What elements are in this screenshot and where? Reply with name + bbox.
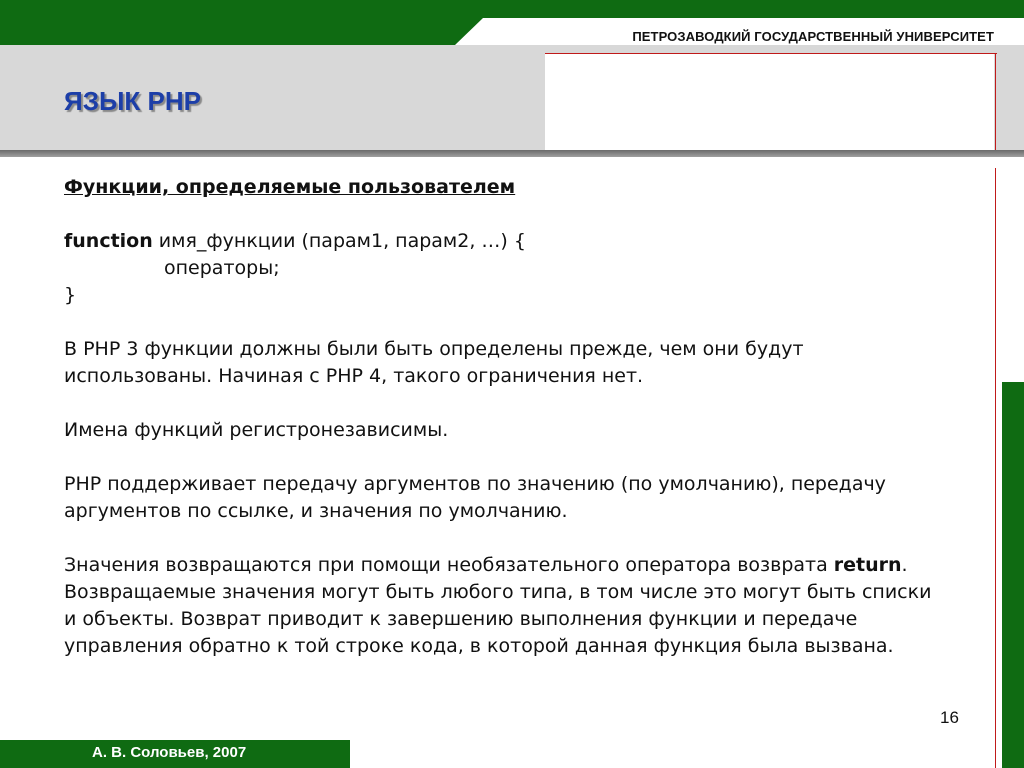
function-keyword: function — [64, 230, 153, 252]
university-name: ПЕТРОЗАВОДКИЙ ГОСУДАРСТВЕННЫЙ УНИВЕРСИТЕТ — [632, 29, 994, 44]
header-red-line — [545, 53, 997, 54]
return-text-after: . Возвращаемые значения могут быть любого типа, в том числе это могут быть списки и объекты. Возврат приводит к завершению выполнения функции и передаче управления обратно к той строке кода, в которой данная функция была вызвана. — [64, 554, 932, 657]
spacer — [64, 525, 944, 552]
code-body-line: операторы; — [164, 257, 280, 279]
footer-author: А. В. Соловьев, 2007 — [92, 744, 247, 761]
right-green-bar — [1002, 382, 1024, 768]
paragraph-arguments: PHP поддерживает передачу аргументов по значению (по умолчанию), передачу аргументов по ссылке, и значения по умолчанию. — [64, 473, 886, 522]
spacer — [64, 444, 944, 471]
header-red-vertical-line — [995, 53, 996, 150]
page-number: 16 — [940, 708, 959, 727]
return-keyword: return — [833, 554, 902, 576]
header-white-panel — [545, 53, 994, 150]
slide-title: ЯЗЫК PHP — [64, 86, 201, 116]
spacer — [64, 390, 944, 417]
code-close-brace: } — [64, 284, 77, 306]
paragraph-case-insensitive: Имена функций регистронезависимы. — [64, 419, 449, 441]
header-shadow-bar — [0, 150, 1024, 157]
paragraph-php3: В PHP 3 функции должны были быть определены прежде, чем они будут использованы. Начиная с PHP 4, такого ограничения нет. — [64, 338, 804, 387]
section-heading: Функции, определяемые пользователем — [64, 176, 516, 198]
return-text-before: Значения возвращаются при помощи необязательного оператора возврата — [64, 554, 834, 576]
slide-content — [64, 174, 944, 660]
paragraph-return — [64, 552, 944, 660]
spacer — [64, 201, 944, 228]
code-signature-line — [64, 228, 944, 255]
spacer — [64, 309, 944, 336]
function-signature: имя_функции (парам1, парам2, …) { — [152, 230, 526, 252]
right-red-line — [995, 168, 996, 768]
